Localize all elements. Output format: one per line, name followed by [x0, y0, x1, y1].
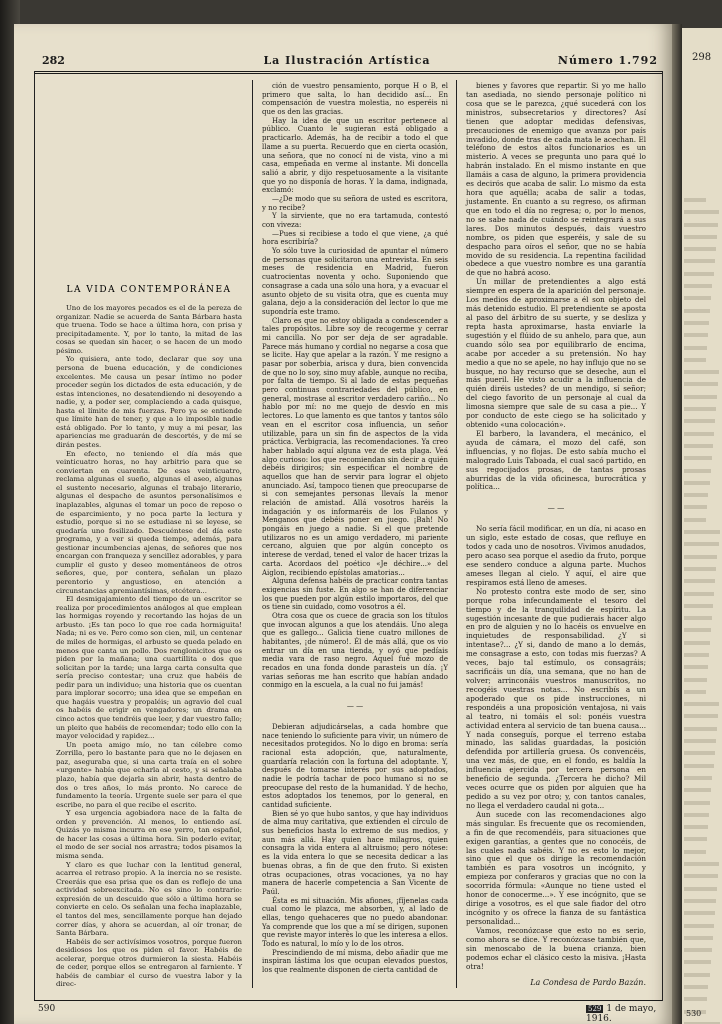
adjacent-text-line	[684, 382, 718, 386]
adjacent-text-line	[684, 825, 708, 829]
paragraph: Hay la idea de que un escritor pertenece al público. Cuanto le sugieran está obligado a practicarlo. Además, ha de recibir a todo el que llame a su puerta. Recuerdo que en cierta ocasión, una señora, que no conocí ni de vista, vino a mi casa, empeñada en verme al instante. Mi doncella salió a abrir, y dijo respetuosamente a la visitante que yo no disponía de horas. Y la dama, indignada, exclamó:	[262, 116, 448, 195]
adjacent-text-line	[684, 579, 715, 583]
author-signature: La Condesa de Pardo Bazán.	[530, 978, 646, 988]
paragraph: Debieran adjudicárselas, a cada hombre que nace teniendo lo suficiente para vivir, un número de necesitados protegidos. No lo digo en broma: sería racional esta adopción, que, naturalmente, guardaría relación con la fortuna del adoptante. Y, después de tomarse interés por sus adoptados, nadie le podría tachar de poco humano si no se preocupase del resto de la humanidad. Y de hecho, estos adoptados los tenemos, por lo general, en cantidad suficiente.	[262, 722, 448, 809]
adjacent-text-line	[684, 911, 715, 915]
adjacent-text-line	[684, 259, 715, 263]
paragraph: —¿De modo que su señora de usted es escritora, y no recibe?	[262, 194, 448, 212]
adjacent-text-line	[684, 542, 719, 546]
adjacent-text-line	[684, 862, 719, 866]
paragraph: Alguna defensa habéis de practicar contra tantas exigencias sin fuste. En algo se han de diferenciar los que pueden por algún estilo importaros, del que os tiene sin cuidado, como vosotros a él.	[262, 577, 448, 612]
section-divider: — —	[547, 503, 565, 513]
adjacent-text-line	[684, 321, 709, 325]
adjacent-text-line	[684, 456, 712, 460]
adjacent-text-line	[684, 924, 714, 928]
adjacent-text-line	[684, 518, 706, 522]
adjacent-text-line	[684, 247, 716, 251]
paragraph: En efecto, no teniendo el día más que veinticuatro horas, no hay arbitrio para que se conviertan en cuarenta. De esas veinticuatro, reclama algunas el sueño, algunas el aseo, algunas el sustento necesario, algunas el trabajo literario, algunas el despacho de asuntos personalísimos e inaplazables, algunas el tomar un poco de reposo o de esparcimiento, y no poca parte la lectura y estudio, porque si no se estudiase ni se leyese, se quedaría uno fosilizado. Descuéntese del día este programa, y a ver si queda tiempo, además, para gestionar incumbencias ajenas, de señores que nos encargan con franqueza y sencillez adorables, y para cumplir el gusto y deseo momentáneos de otros señores, que, por contera, señalan un plazo perentorio y angustioso, en atención a circunstancias apremiantísimas, etcétera...	[56, 449, 242, 595]
paragraph: Habéis de ser activísimos vosotros, porque fueron desidiosos los que os piden el favor. Habéis de acelerar, porque otros durmieron la siesta. Habéis de ceder, porque ellos se entregaron al farniente. Y habéis de cambiar el curso de vuestra labor y la direc-	[56, 937, 242, 989]
adjacent-text-line	[684, 690, 706, 694]
adjacent-page-stub: 530	[686, 1009, 702, 1018]
adjacent-text-line	[684, 801, 710, 805]
adjacent-text-line	[684, 899, 716, 903]
adjacent-text-line	[684, 727, 717, 731]
paragraph: Prescindiendo de mí misma, debo añadir que me inspiran lástima los que ocupan elevados puestos, los que realmente disponen de cierta cantidad de	[262, 948, 448, 975]
adjacent-text-line	[684, 665, 708, 669]
paragraph: No protesto contra este modo de ser, sino porque roba infecundamente el tesoro del tiempo y de la tranquilidad de espíritu. La sugestión incesante de que pudierais hacer algo en pro de alguien y no lo hacéis os envuelve en inquietudes de responsabilidad. ¿Y si intentase?... ¿Y si, dando de mano a lo demás, me consagrase a esto, con todas mis fuerzas? A veces, bajo tal estímulo, os consagráis; sacrificáis un día, una semana, que no han de volver; arrinconáis vuestros manuscritos, no recogéis vuestras notas... No escribís a un apoderado que os pide instrucciones, ni respondéis a una proposición ventajosa, ni vais al teatro, ni tomáis el sol: ponéis vuestra actividad entera al servicio de tan buena causa... Y nada conseguís, porque el terreno estaba minado, las salidas guardadas, la posición defendida por artillería gruesa. Os convencéis, una vez más, de que, en el fondo, es baldía la influencia ejercida por tercera persona en beneficio de segunda. ¿Tercera he dicho? Mil veces ocurre que os piden por alguien que ha pedido a su vez por otro; y, con tantos canales, no llega el verdadero caudal ni gota...	[466, 586, 646, 810]
adjacent-text-line	[684, 493, 708, 497]
adjacent-text-line	[684, 333, 708, 337]
footer-date	[586, 1004, 668, 1024]
adjacent-text-line	[684, 210, 719, 214]
paragraph: Yo quisiera, ante todo, declarar que soy una persona de buena educación, y de condiciones excelentes. Me causa un pesar íntimo no poder proceder según los dictados de esta educación, y de estas intenciones, no desatendiendo ni desoyendo a nadie, y, a poder ser, complaciendo a cada quisque, hasta el límite de mis fuerzas. Pero ya se entiende que límite han de tener, y que a lo imposible nadie está obligado. Por lo tanto, y muy a mi pesar, las apariencias me graduarán de descortés, y de mí se dirán pestes.	[56, 355, 242, 449]
adjacent-text-line	[684, 419, 715, 423]
adjacent-text-line	[684, 272, 714, 276]
adjacent-text-line	[684, 469, 711, 473]
adjacent-text-line	[684, 592, 714, 596]
adjacent-text-line	[684, 788, 711, 792]
adjacent-text-line	[684, 641, 710, 645]
section-title: LA VIDA CONTEMPORÁNEA	[66, 285, 232, 295]
adjacent-text-line	[684, 432, 714, 436]
adjacent-text-line	[684, 223, 718, 227]
paragraph: Un millar de pretendientes a algo está siempre en espera de la aparición del personaje. Los medios de aproximarse a él son objeto del más detenido estudio. El pretendiente se aposta al paso del árbitro de su suerte, y se desliza y repta hasta aproximarse, hasta enviarle la sugestión y el flúido de su anhelo, para que, aun cuando sólo sea por equilibrarlo de encima, acabe por acceder a su pretensión. No hay medio a que no se apele, no hay influjo que no se busque, no hay recurso que se deseche, aun el más pueril. He visto acudir a la influencia de quién diréis ustedes? de un mendigo, sí señor; del ciego favorito de un personaje al cual da limosna siempre que sale de su casa a pie... Y por conducto de este ciego se ha solicitado y obtenido «una colocación».	[466, 277, 646, 430]
adjacent-text-line	[684, 813, 709, 817]
adjacent-text-line	[684, 887, 717, 891]
adjacent-text-line	[684, 346, 707, 350]
adjacent-text-line	[684, 702, 719, 706]
adjacent-text-line	[684, 776, 712, 780]
adjacent-text-line	[684, 997, 707, 1001]
adjacent-text-line	[684, 407, 716, 411]
adjacent-text-line	[684, 296, 711, 300]
paragraph: Y esa urgencia agobiadora nace de la falta de orden y prevención. Al menos, lo entiendo así. Quizás yo misma incurra en ese yerro, tan español, de hacer las cosas a última hora. Sin poderlo evitar, el modo de ser social nos arrastra; todos pisamos la misma senda.	[56, 809, 242, 860]
adjacent-text-line	[684, 505, 707, 509]
column-2	[262, 82, 448, 975]
paragraph: Bien sé yo que hubo santos, y que hay individuos de alma muy caritativa, que extienden el círculo de sus beneficios hasta lo extremo de sus medios, y aun más allá. Hay quien hace milagros, quien consagra la vida entera al altruismo; pero nótese: es la vida entera lo que se necesita dedicar a las buenas obras, a fin de que den fruto. Si existen otras ocupaciones, otras vocaciones, ya no hay manera de hacerle competencia a San Vicente de Paúl.	[262, 809, 448, 896]
page-frame	[26, 44, 668, 1024]
adjacent-page-number: 298	[692, 52, 712, 63]
paragraph: Vamos, reconózcase que esto no es serio, como ahora se dice. Y reconózcase también que, sin menoscabo de la buena crianza, bien podemos echar el clásico cesto la misiva. ¡Hasta otra!	[466, 925, 646, 971]
adjacent-text-line	[684, 284, 712, 288]
adjacent-text-line	[684, 850, 706, 854]
adjacent-text-line	[684, 678, 707, 682]
footer-left-number: 590	[38, 1004, 56, 1014]
adjacent-text-line	[684, 714, 718, 718]
adjacent-text-line	[684, 530, 720, 534]
adjacent-text-line	[684, 604, 713, 608]
section-divider: — —	[346, 702, 364, 711]
adjacent-text-line	[684, 309, 710, 313]
adjacent-text-line	[684, 481, 710, 485]
paragraph: El desmigajamiento del tiempo de un escritor se realiza por procedimientos análogos al que emplean las hormigas royendo y recortando las hojas de un arbusto. ¡Es tan poco lo que roe cada hormiguita! Nada; ni es ve. Pero como son cien, mil, un centenar de miles de hormigas, el arbusto se queda pelado en menos que canta un pollo. Dos renglonicitos que os piden por la mañana; una cuartillita o dos que solicitan por la tarde; una larga carta consulta que sería preciso contestar; una cruz que habéis de pedir para un individuo; una historia que os cuentan para implorar socorro; una idea que se empeñan en que hagáis vuestra y propaléis; un agravio del cual os habéis de erigir en vengadores; un drama en cinco actos que tendréis que leer, y dar vuestro fallo; un pleito que habéis de recomendar; todo ello con la mayor velocidad y rapidez...	[56, 595, 242, 741]
adjacent-page	[682, 28, 722, 1024]
paragraph: Y la sirviente, que no era tartamuda, contestó con viveza:	[262, 212, 448, 229]
adjacent-text-line	[684, 985, 708, 989]
adjacent-text-line	[684, 628, 711, 632]
paragraph: Uno de los mayores pecados es el de la pereza de organizar. Nadie se acuerda de Santa Bárbara hasta que truena. Todo se hace a última hora, con prisa y precipitadamente. Y, por lo tanto, la mitad de las cosas se quedan sin hacer, o se hacen de un modo pésimo.	[56, 304, 242, 355]
paragraph: Aun sucede con las recomendaciones algo más singular. Es frecuente que os recomienden, a fin de que recomendéis, para situaciones que exigen garantías, a gentes que no conocéis, de las cuales nada sabéis. Y no es esto lo mejor, sino que el que os dirige la recomendación también es para vosotros un incógnito, y empieza por conferaros y gracias que no con la socorrida fórmula: «Aunque no tiene usted el honor de conocerme...». Y ese incógnito, que se dirige a vosotros, es el que sale fiador del otro incógnito y os ofrece la fianza de su fantástica personalidad...	[466, 809, 646, 926]
paragraph: ción de vuestro pensamiento, porque H o B, el primero que salta, lo han decidido así... En compensación de vuestra molestia, no esperéis ni que os den las gracias.	[262, 82, 448, 117]
paragraph: Ésta es mi situación. Mis afiones, ¡fíjenelas cada cual como le plazca, me absorben, y, al lado de ellas, tengo quehaceres que no puedo abandonar. Ya comprende que los que a mí se dirigen, suponen que reviste mayor interés lo que les interesa a ellos. Todo es natural, lo mío y lo de los otros.	[262, 896, 448, 948]
issue-badge: 529	[588, 1005, 602, 1013]
adjacent-text-line	[684, 764, 714, 768]
adjacent-text-line	[684, 616, 712, 620]
paragraph: Yo sólo tuve la curiosidad de apuntar el número de personas que solicitaron una entrevista. En seis meses de residencia en Madrid, fueron cuatrocientas noventa y ocho. Suponiendo que consagrase a cada una sólo una hora, y a evacuar el asunto objeto de su visita otra, que es cuenta muy galana, dejo a la consideración del lector lo que me supondría este tramo.	[262, 247, 448, 316]
paragraph: Un poeta amigo mío, no tan célebre como Zorrilla, pero lo bastante para que no le dejasen en paz, aseguraba que, si una carta traía en el sobre «urgente» había que echarla al cesto, y si señalaba plazo, había que dejarla sin abrir, hasta dentro de dos o tres años, lo más pronto. No carece de fundamento la teoría. Urgente suele ser para el que escribe, no para el que recibe el escrito.	[56, 740, 242, 809]
adjacent-text-line	[684, 395, 717, 399]
paragraph: No sería fácil modificar, en un día, ni acaso en un siglo, este estado de cosas, que refluye en todos y cada uno de nosotros. Vivimos anudados, pero acaso sea porque el asedio da fruto, porque ese sendero conduce a alguna parte. Muchos ameses llegan al cielo. Y aquí, el aire que respiramos está lleno de ameses.	[466, 524, 646, 587]
adjacent-text-line	[684, 653, 709, 657]
column-1	[56, 304, 242, 989]
paragraph: —Pues si recibiese a todo el que viene, ¿a qué hora escribiría?	[262, 229, 448, 247]
adjacent-text-line	[684, 973, 710, 977]
issue-number: Número 1.792	[557, 54, 658, 67]
adjacent-text-line	[684, 739, 716, 743]
paragraph: Claro es que no estoy obligada a condescender a tales propósitos. Libre soy de recogerme y cerrar mi cancilla. No por ser deja de ser agradable. Parece más humano y cordial no negarse a cosa que se licite. Hay que apelar a la razón. Y me resigno a pasar por soberbia, arisca y dura, bien convencida de que no lo soy, sino muy afable, aunque no reciba, por falta de tiempo. Si al lado de estas pequeñas pero continuas contrariedades del público, en general, mostrase al escritor verdadero cariño... No hablo por mí: no me quejo de desvío en mis lectores. Lo que lamento es que tantos y tantos sólo vean en el escritor cosa influencia, un señor utilizable, para un sin fin de aspectos de la vida práctica. Verbigracia, las recomendaciones. Ya creo haber hablado aquí alguna vez de esta plaga. Veá algo curioso: los que recomiendan sin decir a quién debéis dirigiros; sin especificar el nombre de aquellos que han de servir para lograr el objeto anunciado. Así, tampoco tienen que preocuparse de si con semejantes personas llevaís la menor relación de amistad. Allá vosotros haréis la indagación y os informaréis de los Fulanos y Menganos que debéis poner en juego. ¡Bah! No pongáis en juego a nadie. Si el que pretende utilizaros no es un amigo verdadero, mi pariente cercano, alguien que por algún concepto os interese de verdad, tened el valor de hacer trizas la carta. Acordaos del poético «Je déchire...» del Aiglon, recibiendo epístolas amatorias...	[262, 316, 448, 577]
paragraph: Otra cosa que os cuece de gracia son los títulos que invocan algunos a que los atendáis. Uno alega que es gallego... Galicia tiene cuatro millones de habitantes, ¡de número!. Él de más allá, que os vio entrar un día en una tienda, y oyó que pedíais media vara de raso negro. Aquel fué mozo de recados en una fonda donde parasteis un día. ¡Y varias señoras me han escrito que habían andado conmigo en la escuela, a la cual no fui jamás!	[262, 611, 448, 690]
page-number: 282	[42, 54, 65, 67]
adjacent-text-line	[684, 960, 711, 964]
adjacent-text-line	[684, 444, 713, 448]
paragraph: Y claro es que luchar con la lentitud general, acarrea el retraso propio. A la inercia no se resiste. Creeráis que esa prisa que os dan es reflejo de una actividad sobreexcitada. No es sino lo contrario: expresión de un descuido que sólo a última hora se convierte en celo. Os señalan una fecha inaplazable, el tantos del mes, sencillamente porque han dejado correr días, y ahora se acuerdan, al oír tronar, de Santa Bárbara.	[56, 860, 242, 938]
adjacent-text-line	[684, 370, 719, 374]
column-3	[466, 82, 646, 988]
adjacent-text-line	[684, 874, 718, 878]
adjacent-text-line	[684, 751, 715, 755]
adjacent-text-line	[684, 235, 717, 239]
adjacent-text-line	[684, 948, 712, 952]
paragraph: bienes y favores que repartir. Si yo me hallo tan asediada, no siendo personaje político ni cosa que se le parezca, ¿qué sucederá con los ministros, subsecretarios y directores? Así tienen que adoptar medidas defensivas, precauciones de enemigo que avanza por país invadido, donde tras de cada mata le acechan. El teléfono de estos altos funcionarios es un misterio. A veces se pregunta uno para qué lo habrán instalado. En el mismo instante en que llamáis a casa de alguno, la primera providencia es decirós que acaba de salir. Lo mismo da esta hora que aquélla; acaba de salir a todas, justamente. En cuanto a su regreso, os afirman que en todo el día no regresa; o, por lo menos, no se sabe nada de cuándo se reintegrará a sus lares. Dos minutos después, dais vuestro nombre, os piden que esperéis, y sale de su despacho para oíros el señor, que no se había movido de su residencia. La repentina facilidad obedece a que vuestro nombre es una garantía de que no habrá acoso.	[466, 81, 646, 278]
issue-date: 1 de mayo, 1916.	[586, 1004, 657, 1024]
adjacent-text-line	[684, 555, 717, 559]
adjacent-text-line	[684, 358, 706, 362]
adjacent-text-line	[684, 837, 707, 841]
adjacent-text-line	[684, 198, 706, 202]
running-header	[26, 54, 668, 70]
paragraph: El barbero, la lavandera, el mecánico, el ayuda de cámara, el mozo del café, son influencias, y no flojas. De esto sabía mucho el malogrado Luis Taboada, el cual sacó partido, en sus regocijados prosas, de tantas prosas aburridas de la vida oficinesca, burocrática y política...	[466, 428, 646, 492]
adjacent-text-line	[684, 936, 713, 940]
adjacent-text-line	[684, 567, 716, 571]
magazine-title: La Ilustración Artística	[263, 54, 431, 67]
adjacent-page-text	[684, 198, 720, 1024]
